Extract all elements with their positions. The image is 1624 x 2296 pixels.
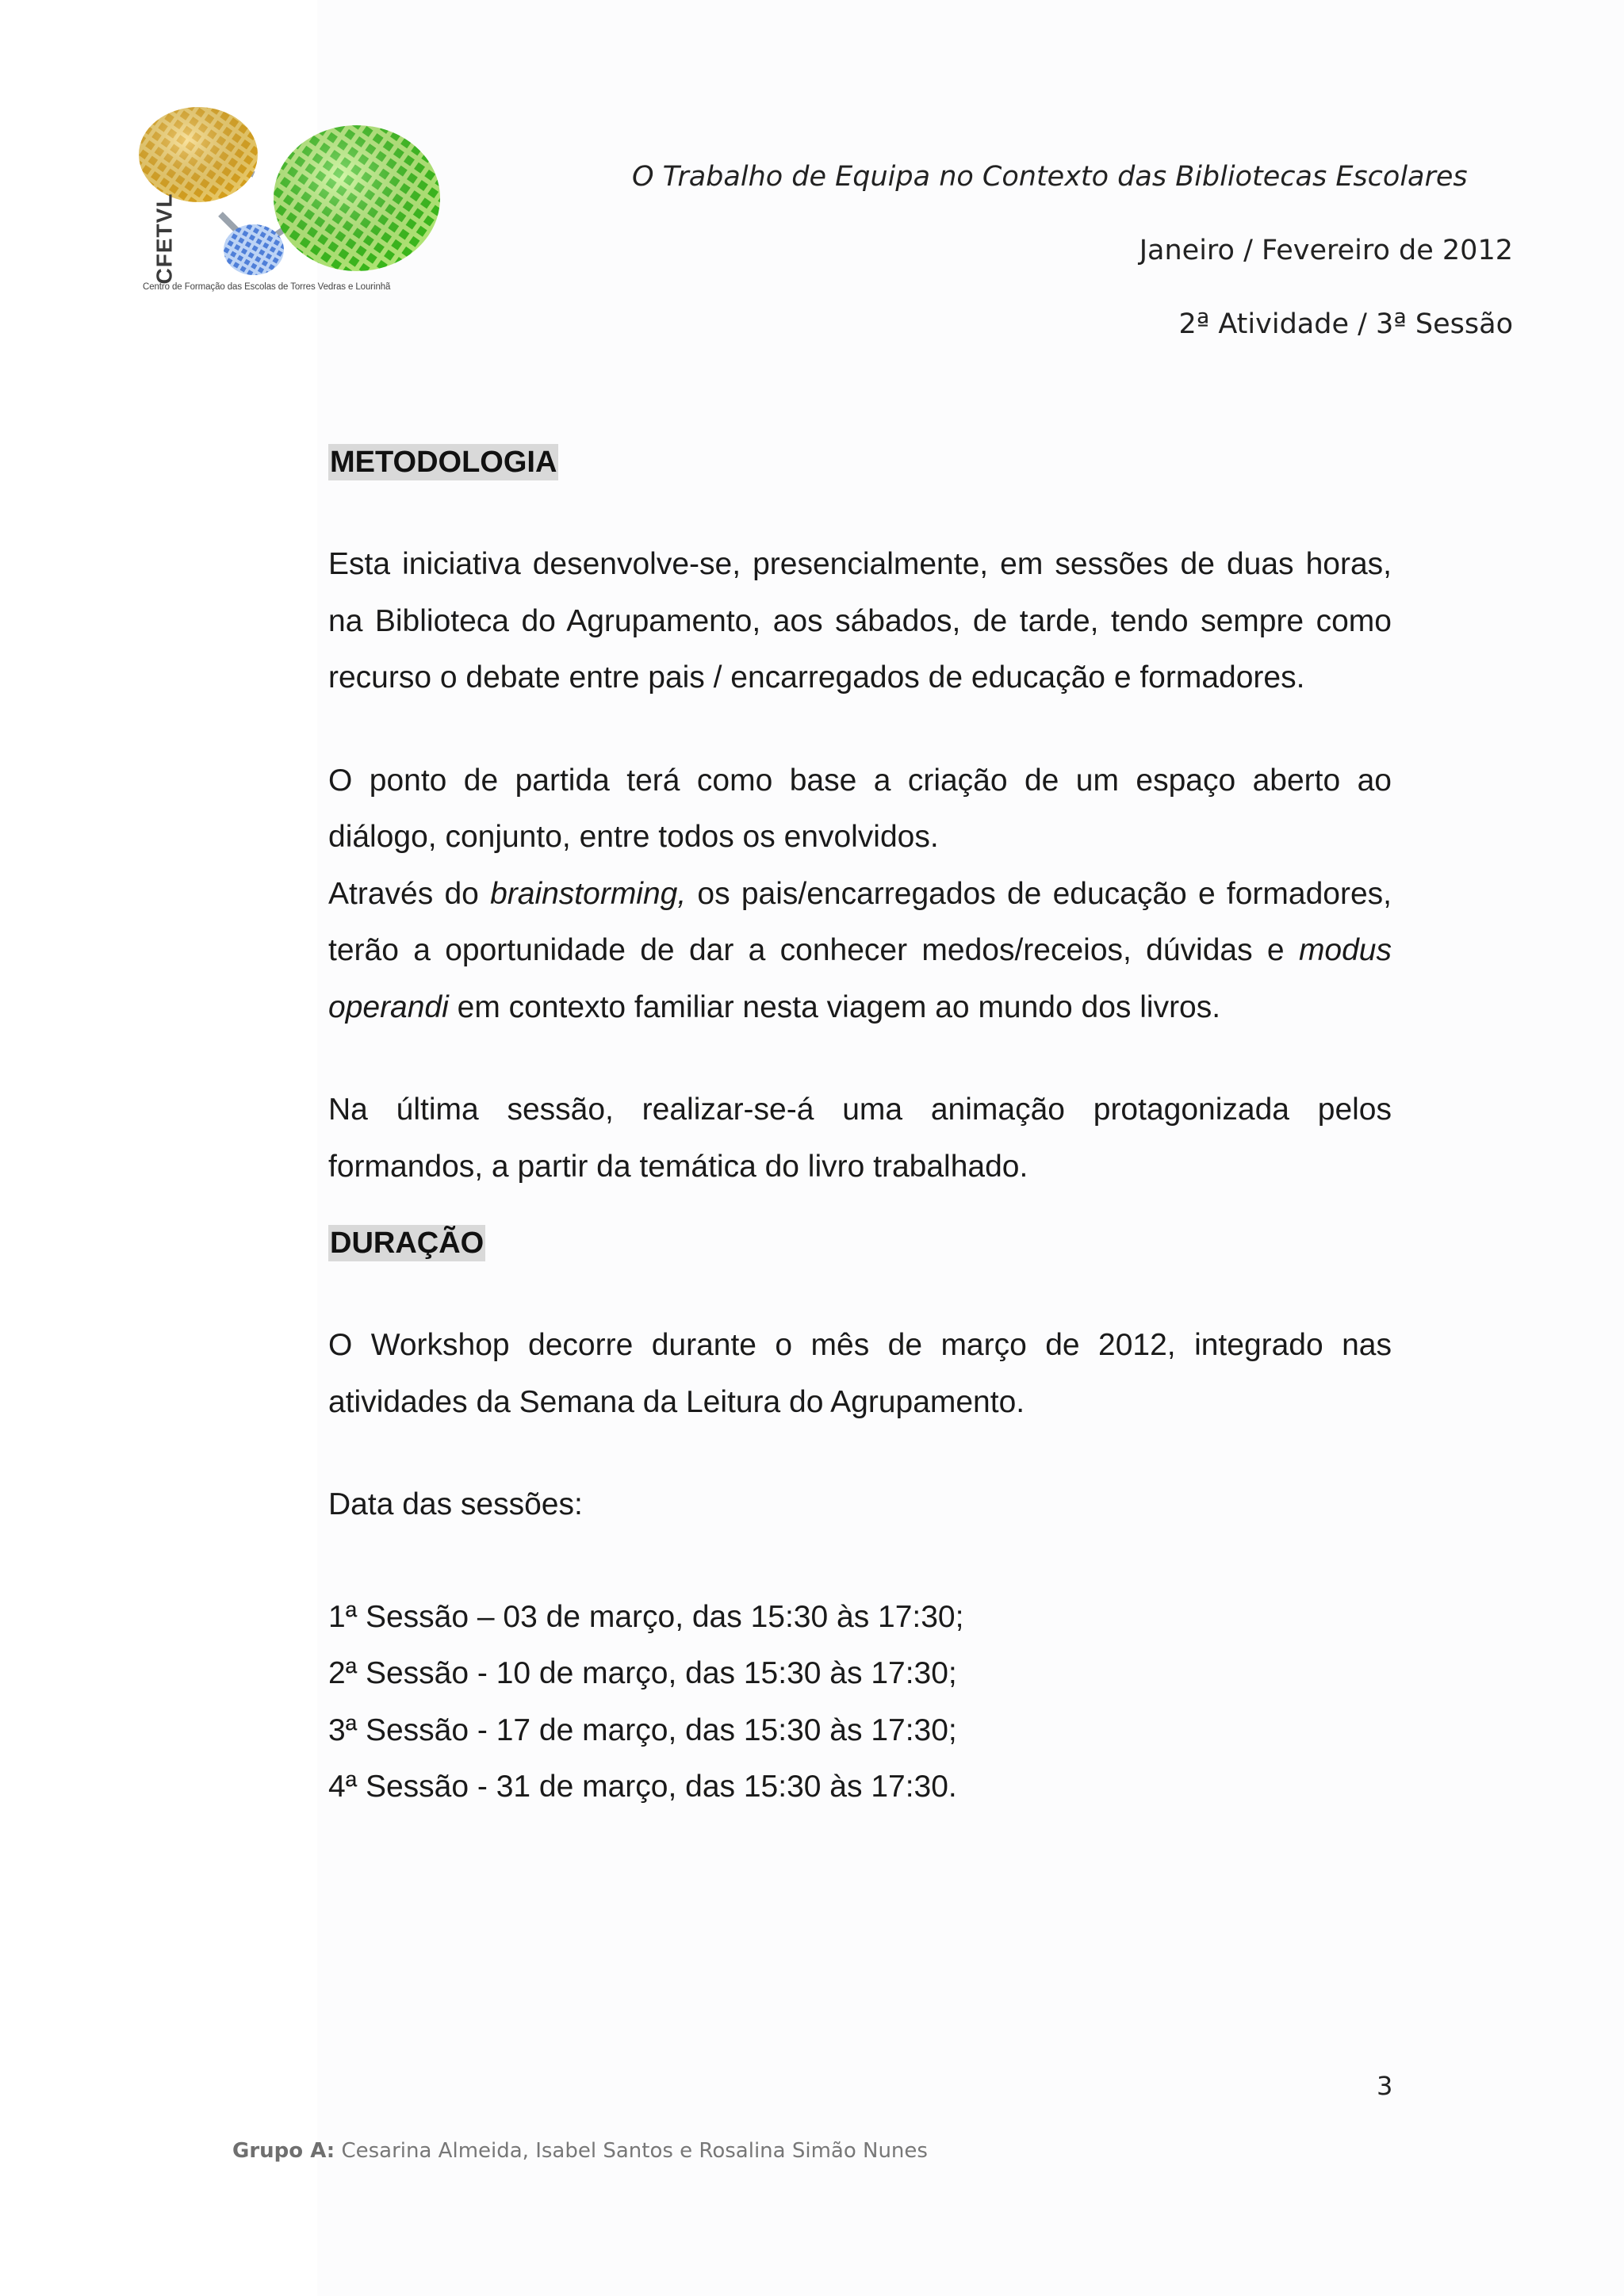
session-item: 3ª Sessão - 17 de março, das 15:30 às 17:30; [328,1712,957,1747]
dates-label: Data das sessões: [328,1487,583,1521]
footer-label: Grupo A: [232,2139,335,2163]
paragraph: O Workshop decorre durante o mês de março de 2012, integrado nas atividades da Semana da Leitura do Agrupamento. [328,1328,1392,1419]
heading-duracao: DURAÇÃO [330,1226,485,1260]
footer [232,2139,928,2163]
paragraph: Através do brainstorming, os pais/encarregados de educação e formadores, terão a oportunidade de dar a conhecer medos/receios, dúvidas e modus operandi em contexto familiar nesta viagem ao mundo dos livros. [328,876,1392,1024]
document-body [328,444,1392,1816]
page-number: 3 [1377,2071,1393,2101]
session-item: 1ª Sessão – 03 de março, das 15:30 às 17:30; [328,1599,964,1634]
cfetvl-logo [135,103,468,301]
document-date: Janeiro / Fevereiro de 2012 [1139,235,1513,266]
session-item: 2ª Sessão - 10 de março, das 15:30 às 17:30; [328,1656,957,1690]
logo-caption: Centro de Formação das Escolas de Torres Vedras e Lourinhã [143,282,391,292]
document-session: 2ª Atividade / 3ª Sessão [1178,308,1513,340]
logo-vertical-text: CFETVL [151,193,177,285]
paragraph: Esta iniciativa desenvolve-se, presencialmente, em sessões de duas horas, na Biblioteca do Agrupamento, aos sábados, de tarde, tendo sempre como recurso o debate entre pais / encarregados de educação e formadores. [328,547,1392,695]
paragraph: Na última sessão, realizar-se-á uma animação protagonizada pelos formandos, a partir da temática do livro trabalhado. [328,1093,1392,1184]
session-item: 4ª Sessão - 31 de março, das 15:30 às 17:30. [328,1770,957,1804]
paragraph: O ponto de partida terá como base a criação de um espaço aberto ao diálogo, conjunto, entre todos os envolvidos. [328,763,1392,854]
document-title: O Trabalho de Equipa no Contexto das Bibliotecas Escolares [632,161,1468,193]
footer-names: Cesarina Almeida, Isabel Santos e Rosalina Simão Nunes [335,2139,928,2163]
molecule-logo-icon [135,103,468,301]
heading-metodologia: METODOLOGIA [330,446,557,479]
